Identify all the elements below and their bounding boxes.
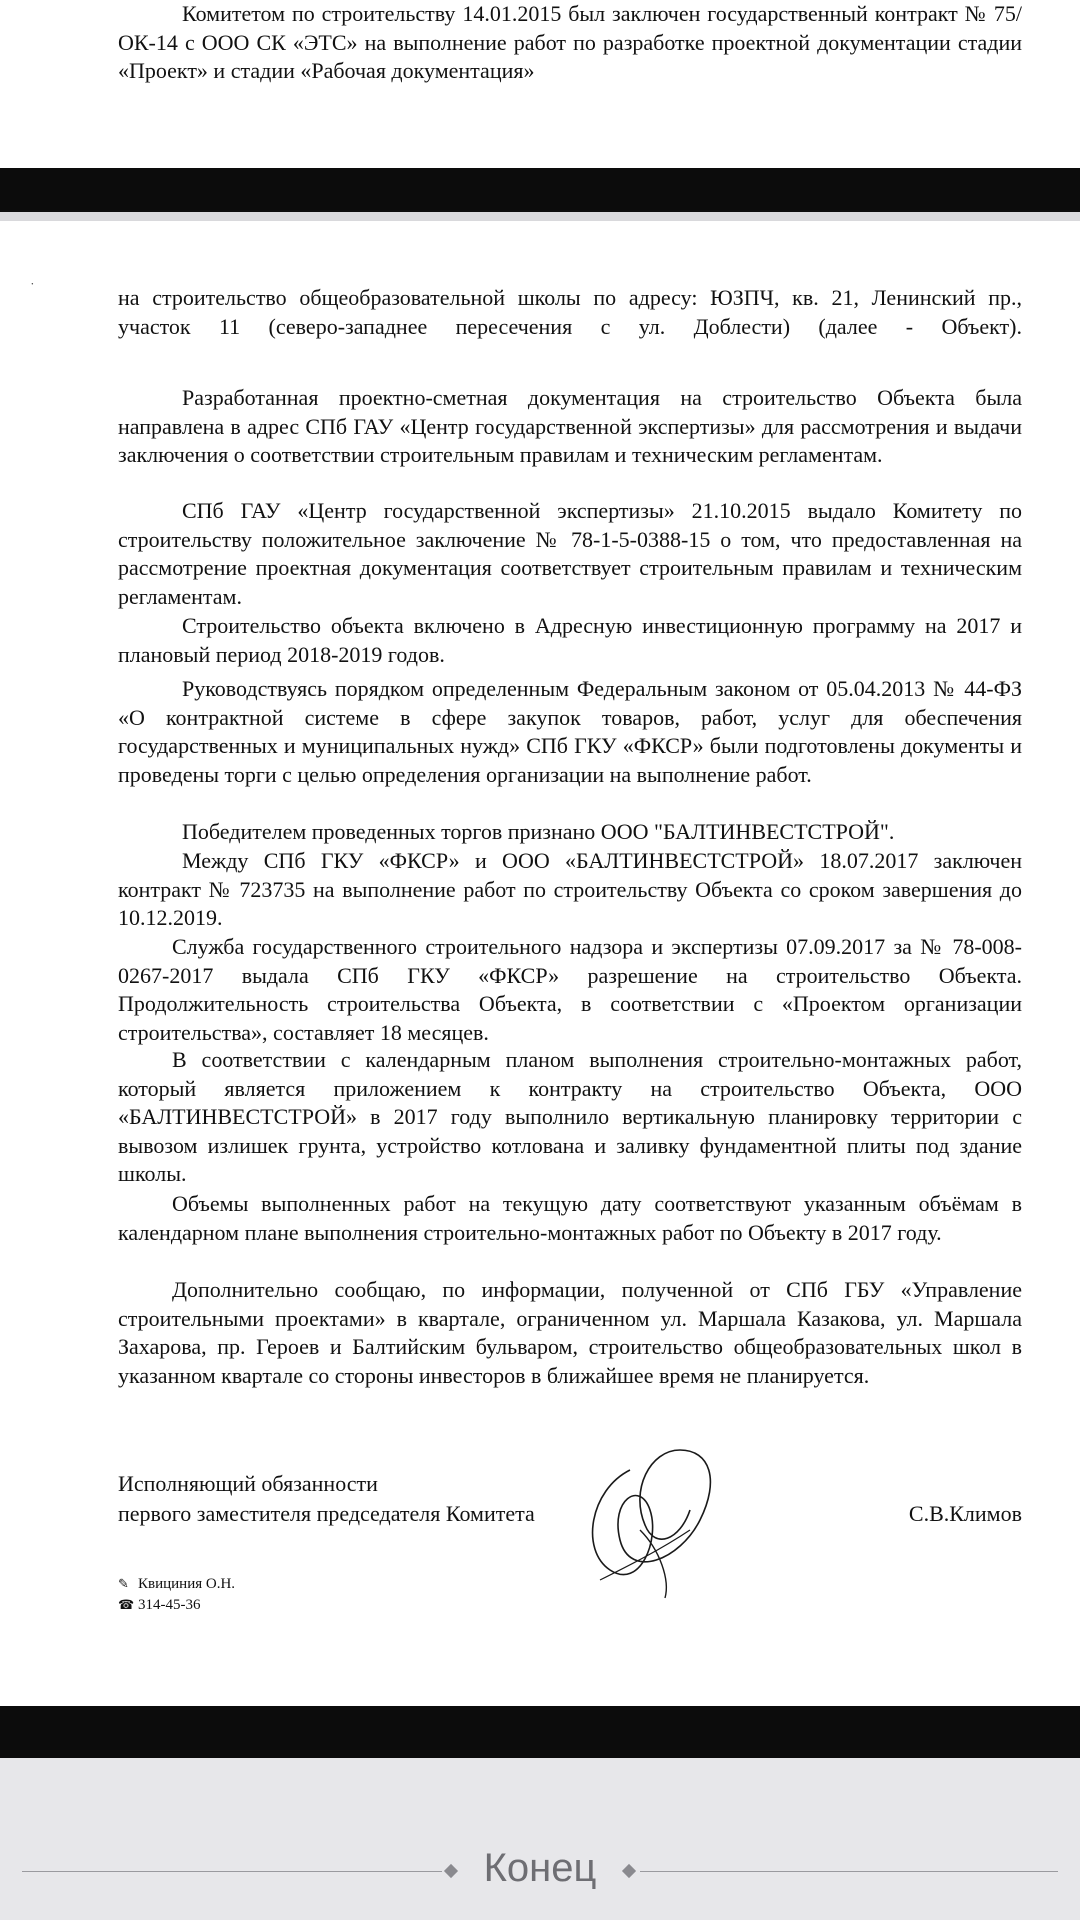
paragraph-6: Победителем проведенных торгов признано ООО "БАЛТИНВЕСТСТРОЙ". — [182, 819, 895, 844]
paragraph-9: В соответствии с календарным планом выполнения строительно-монтажных работ, который является приложением к контракту на строительство Объекта, ООО «БАЛТИНВЕСТСТРОЙ» в 2017 году выполнило вертикальную планировку территории с вывозом излишек грунта, устройство котлована и заливку фундаментной плиты под здание школы. — [118, 1047, 1022, 1186]
page-bottom-band — [0, 1706, 1080, 1758]
signature-title — [118, 1469, 535, 1529]
paragraph-5: Руководствуясь порядком определенным Федеральным законом от 05.04.2013 № 44-ФЗ «О контрактной системе в сфере закупок товаров, работ, услуг для обеспечения государственных и муниципальных нужд» СПб ГКУ «ФКСР» были подготовлены документы и проведены торги с целью определения организации на выполнение работ. — [118, 676, 1022, 787]
page-fragment-top — [0, 0, 1080, 168]
end-label: Конец — [483, 1846, 597, 1890]
end-divider-right — [640, 1871, 1058, 1872]
paragraph-8: Служба государственного строительного надзора и экспертизы 07.09.2017 за № 78-008-0267-2017 выдала СПб ГКУ «ФКСР» разрешение на строительство Объекта. Продолжительность строительства Объекта, в соответствии с «Проектом организации строительства», составляет 18 месяцев. — [118, 934, 1022, 1045]
page-gap — [0, 212, 1080, 221]
phone-icon: ☎ — [118, 1598, 135, 1613]
contact-name: Квициния О.Н. — [138, 1576, 236, 1592]
pen-icon: ✎ — [118, 1577, 129, 1592]
paragraph-7: Между СПб ГКУ «ФКСР» и ООО «БАЛТИНВЕСТСТРОЙ» 18.07.2017 заключен контракт № 723735 на выполнение работ по строительству Объекта со сроком завершения до 10.12.2019. — [118, 848, 1022, 930]
signature-title-line1: Исполняющий обязанности — [118, 1471, 378, 1496]
signer-name: С.В.Климов — [908, 1501, 1022, 1526]
paragraph-10: Объемы выполненных работ на текущую дату соответствуют указанным объёмам в календарном плане выполнения строительно-монтажных работ по Объекту в 2017 году. — [118, 1191, 1022, 1245]
contact-name-row — [118, 1574, 235, 1595]
scan-speck: ˙ — [30, 281, 35, 296]
paragraph-4: Строительство объекта включено в Адресную инвестиционную программу на 2017 и плановый период 2018-2019 годов. — [118, 613, 1022, 667]
top-paragraph: Комитетом по строительству 14.01.2015 был заключен государственный контракт № 75/ОК-14 с ООО СК «ЭТС» на выполнение работ по разработке проектной документации стадии «Проект» и стадии «Рабочая документация» — [118, 1, 1022, 83]
page-separator-band — [0, 168, 1080, 212]
paragraph-3: СПб ГАУ «Центр государственной экспертизы» 21.10.2015 выдало Комитету по строительству положительное заключение № 78-1-5-0388-15 о том, что предоставленная на рассмотрение проектная документация соответствует строительным правилам и техническим регламентам. — [118, 498, 1022, 609]
handwritten-signature — [570, 1430, 730, 1600]
paragraph-11: Дополнительно сообщаю, по информации, полученной от СПб ГБУ «Управление строительными проектами» в квартале, ограниченном ул. Маршала Казакова, ул. Маршала Захарова, пр. Героев и Балтийским бульваром, строительство общеобразовательных школ в указанном квартале со стороны инвесторов в ближайшее время не планируется. — [118, 1277, 1022, 1388]
signature-title-line2: первого заместителя председателя Комитета — [118, 1501, 535, 1526]
contact-block — [118, 1574, 235, 1616]
paragraph-1: на строительство общеобразовательной школы по адресу: ЮЗПЧ, кв. 21, Ленинский пр., участок 11 (северо-западнее пересечения с ул. Доблести) (далее - Объект). — [118, 285, 1022, 339]
contact-phone: 314-45-36 — [138, 1597, 201, 1613]
end-divider-left — [22, 1871, 442, 1872]
paragraph-2: Разработанная проектно-сметная документация на строительство Объекта была направлена в адрес СПб ГАУ «Центр государственной экспертизы» для рассмотрения и выдачи заключения о соответствии строительным правилам и техническим регламентам. — [118, 385, 1022, 467]
contact-phone-row — [118, 1595, 235, 1616]
